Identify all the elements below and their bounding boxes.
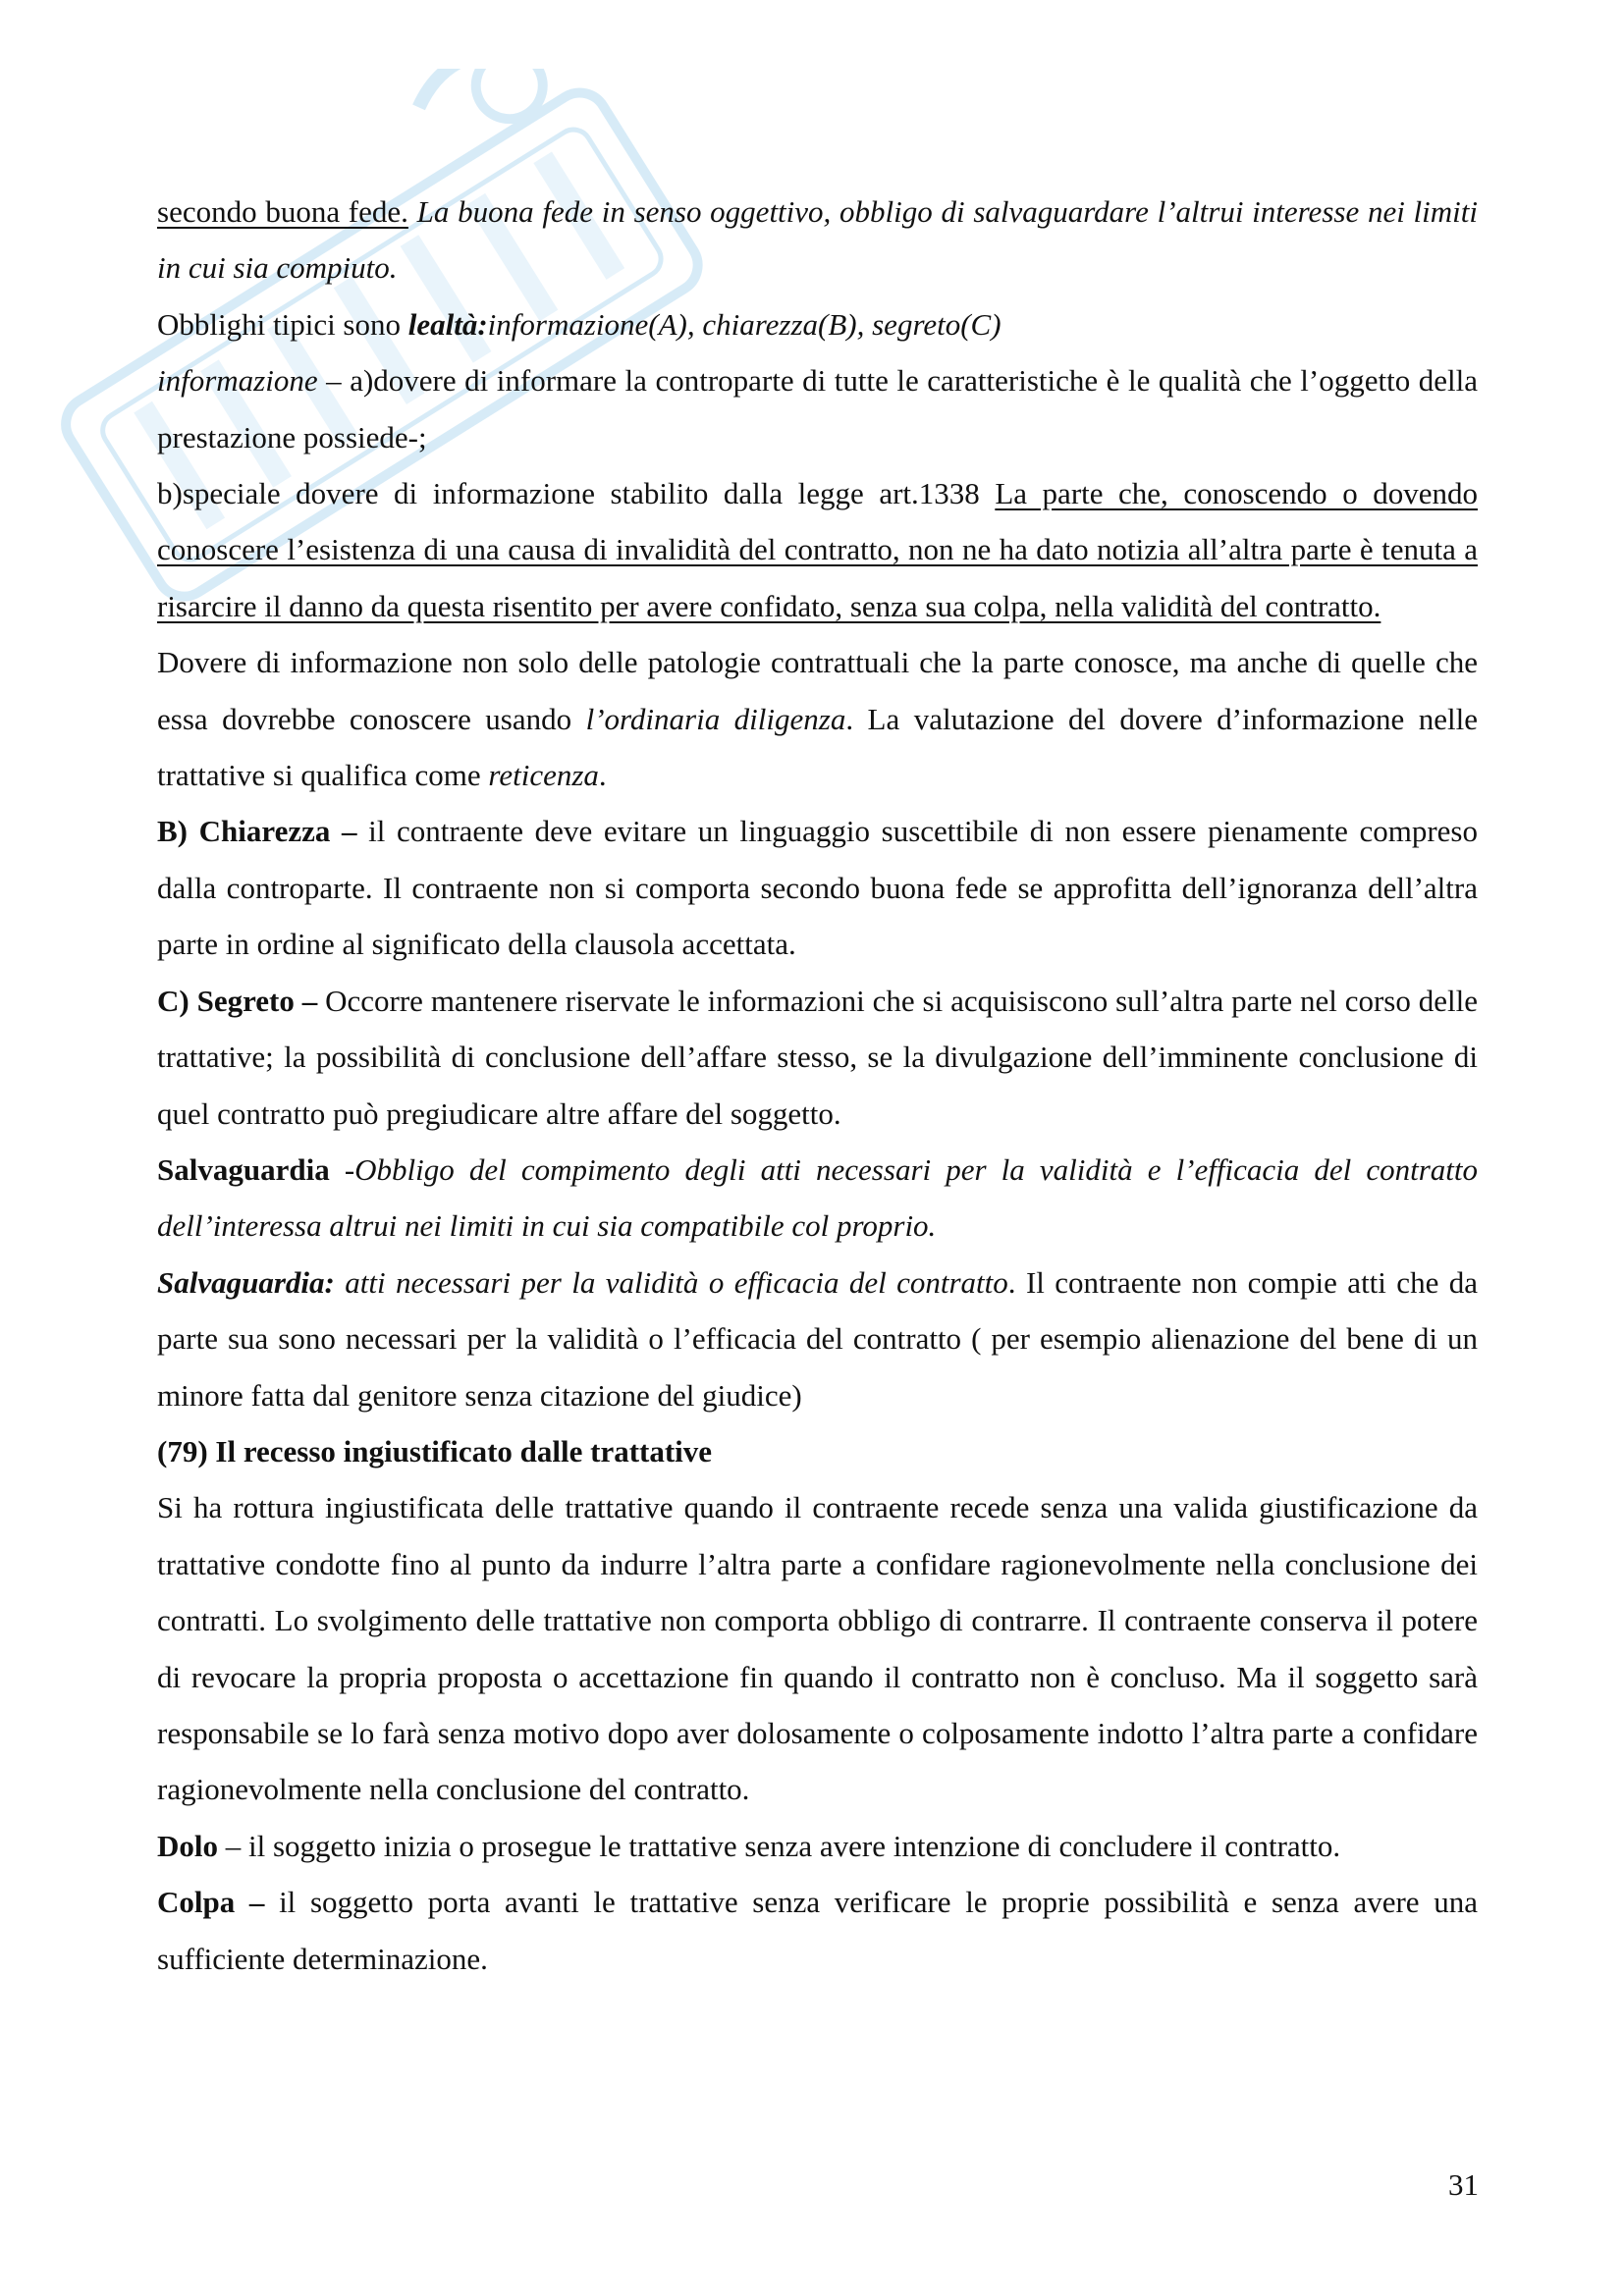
text-run: Dovere di informazione non solo delle patologie contrattuali che la parte conosce, ma anche di quelle che essa dovrebbe conoscere usando <box>157 645 1478 736</box>
paragraph-salvaguardia <box>157 1142 1478 1255</box>
bold-term: C) Segreto – <box>157 983 318 1018</box>
italic-term: informazione <box>157 363 318 399</box>
bold-term: Salvaguardia <box>157 1151 330 1187</box>
text-run: b)speciale dovere di informazione stabilito dalla legge art.1338 <box>157 476 996 511</box>
paragraph-obblighi-tipici <box>157 296 1478 352</box>
italic-term: reticenza <box>488 758 599 793</box>
paragraph-dovere-informazione <box>157 634 1478 803</box>
bold-term: Dolo <box>157 1828 218 1863</box>
paragraph-art-1338 <box>157 465 1478 634</box>
paragraph-salvaguardia-atti <box>157 1255 1478 1423</box>
underlined-text: secondo buona fede. <box>157 194 408 229</box>
bold-term: Colpa – <box>157 1885 265 1920</box>
paragraph-buona-fede <box>157 184 1478 296</box>
text-run: Occorre mantenere riservate le informazioni che si acquisiscono sull’altra parte nel corso delle trattative; la possibilità di conclusione dell’affare stesso, se la divulgazione dell’imminente conclusione di quel contratto può pregiudicare altre affare del soggetto. <box>157 983 1478 1131</box>
paragraph-segreto <box>157 973 1478 1142</box>
bold-term: B) Chiarezza – <box>157 814 357 849</box>
bold-italic-term: Salvaguardia: <box>157 1264 335 1300</box>
text-run: . <box>598 758 607 793</box>
paragraph-dolo <box>157 1818 1478 1874</box>
italic-text: La buona fede in senso oggettivo, obbligo di salvaguardare l’altrui interesse nei limiti in cui sia compiuto. <box>157 194 1478 286</box>
paragraph-recesso: Si ha rottura ingiustificata delle trattative quando il contraente recede senza una valida giustificazione da trattative condotte fino al punto da indurre l’altra parte a confidare ragionevolmente nella conclusione dei contratti. Lo svolgimento delle trattative non comporta obbligo di contrarre. Il contraente conserva il potere di revocare la propria proposta o accettazione fin quando il contratto non è concluso. Ma il soggetto sarà responsabile se lo farà senza motivo dopo aver dolosamente o colposamente indotto l’altra parte a confidare ragionevolmente nella conclusione del contratto. <box>157 1490 1478 1807</box>
text-run: – a)dovere di informare la controparte di tutte le caratteristiche è le qualità che l’oggetto della prestazione possiede-; <box>157 363 1478 454</box>
italic-term: l’ordinaria diligenza <box>585 701 846 736</box>
text-run: – il soggetto inizia o prosegue le trattative senza avere intenzione di concludere il contratto. <box>218 1828 1341 1863</box>
underlined-quote: La parte che, conoscendo o dovendo conoscere l’esistenza di una causa di invalidità del contratto, non ne ha dato notizia all’altra parte è tenuta a risarcire il danno da questa risentito per avere confidato, senza sua colpa, nella validità del contratto. <box>157 476 1478 623</box>
document-body <box>157 184 1478 1987</box>
section-heading: (79) Il recesso ingiustificato dalle trattative <box>157 1433 713 1468</box>
text-run: . Il contraente non compie atti che da parte sua sono necessari per la validità o l’efficacia del contratto ( per esempio alienazione del bene di un minore fatta dal genitore senza citazione del giudice) <box>157 1264 1478 1413</box>
paragraph-colpa <box>157 1874 1478 1987</box>
text-run: Obblighi tipici sono <box>157 306 408 342</box>
italic-text: informazione(A), chiarezza(B), segreto(C) <box>487 306 1001 342</box>
text-run: il contraente deve evitare un linguaggio suscettibile di non essere pienamente compreso dalla controparte. Il contraente non si comporta secondo buona fede se approfitta dell’ignoranza dell’altra parte in ordine al significato della clausola accettata. <box>157 814 1478 962</box>
text-run: il soggetto porta avanti le trattative senza verificare le proprie possibilità e senza avere una sufficiente determinazione. <box>157 1885 1478 1976</box>
text-run: . La valutazione del dovere d’informazione nelle trattative si qualifica come <box>157 701 1478 793</box>
italic-text: -Obbligo del compimento degli atti necessari per la validità e l’efficacia del contratto dell’interessa altrui nei limiti in cui sia compatibile col proprio. <box>157 1151 1478 1244</box>
paragraph-informazione <box>157 352 1478 465</box>
bold-italic-term: lealtà: <box>407 306 488 342</box>
paragraph-chiarezza <box>157 803 1478 972</box>
italic-text: atti necessari per la validità o efficacia del contratto <box>334 1264 1008 1300</box>
page-number: 31 <box>1448 2167 1479 2202</box>
